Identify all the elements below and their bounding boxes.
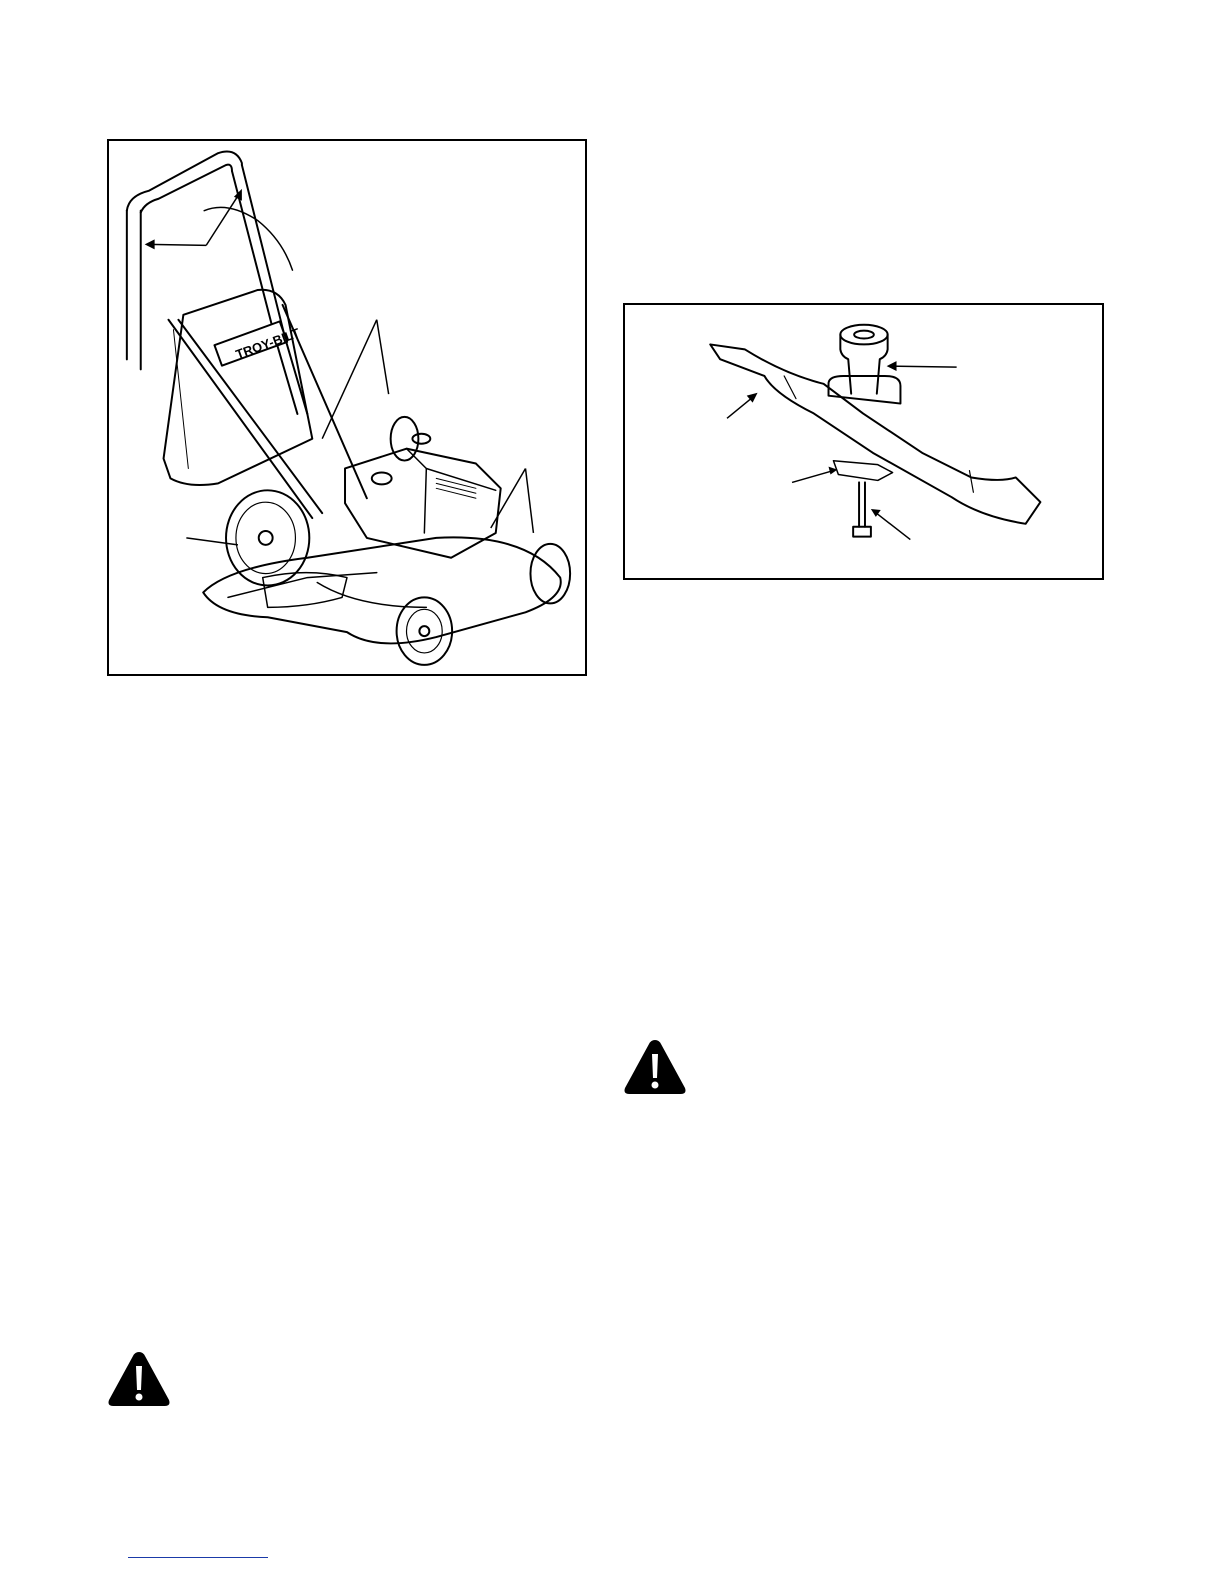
mower-figure bbox=[107, 139, 587, 676]
footer-rule bbox=[128, 1557, 268, 1558]
warning-triangle-icon bbox=[107, 1350, 171, 1408]
blade-figure bbox=[623, 303, 1104, 580]
mower-logo-text: TROY-BILT bbox=[233, 325, 302, 363]
warning-triangle-icon bbox=[623, 1038, 687, 1096]
blade-illustration bbox=[625, 305, 1102, 578]
mower-illustration bbox=[109, 141, 585, 674]
